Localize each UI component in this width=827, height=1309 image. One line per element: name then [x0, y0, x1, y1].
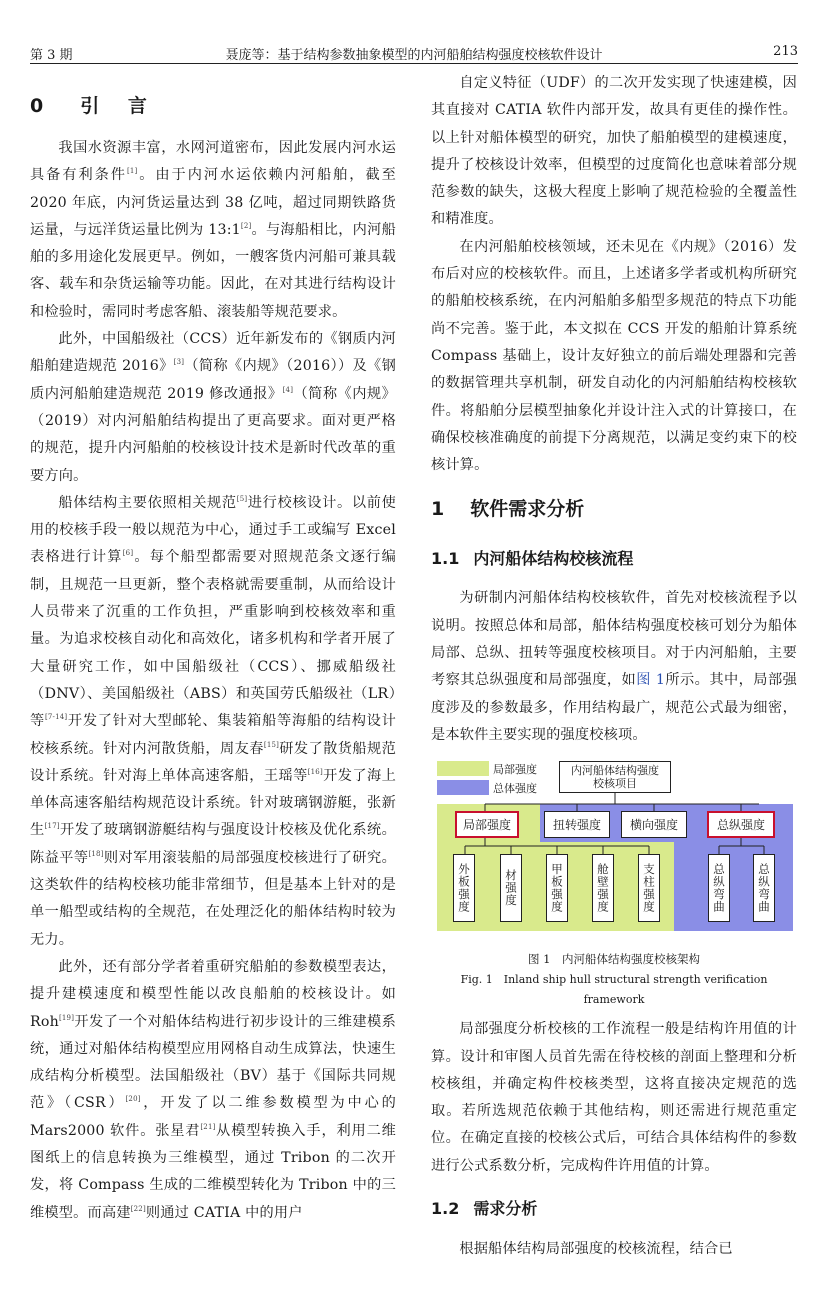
- paragraph-text: 则通过 CATIA 中的用户: [145, 1204, 303, 1221]
- section-heading-1: 1 软件需求分析: [431, 498, 585, 521]
- figure-1-caption-en: Fig. 1 Inland ship hull structural strength verification framework: [460, 973, 768, 1007]
- left-column: [30, 70, 396, 1227]
- paragraph-text: （简称《内规》（2019）对内河船舶结构提出了更高要求。面对更严格的规范，提升内河船舶的校核设计技术是新时代改革的重要方向。: [30, 385, 396, 484]
- body-paragraph: [30, 326, 396, 490]
- citation-ref[interactable]: [7-14]: [44, 713, 68, 722]
- citation-ref[interactable]: [21]: [200, 1122, 216, 1131]
- body-paragraph: [30, 954, 396, 1227]
- node-local-strength: 局部强度: [455, 811, 519, 838]
- paragraph-text: 开发了一个对船体结构进行初步设计的三维建模系统，通过对船体结构模型应用网格自动生成算法，快速生成结构分析模型。法国船级社（BV）基于《国际共同规范》（CSR）: [30, 1013, 396, 1112]
- paragraph-text: 船体结构主要依照相关规范: [58, 494, 237, 511]
- paragraph-text: 开发了玻璃钢游艇结构与强度设计校核及优化系统。陈益平等: [30, 822, 396, 866]
- citation-ref[interactable]: [6]: [122, 549, 134, 558]
- citation-ref[interactable]: [20]: [125, 1095, 141, 1104]
- paragraph-requirements: 根据船体结构局部强度的校核流程，结合已: [459, 1241, 733, 1258]
- citation-ref[interactable]: [1]: [126, 167, 138, 176]
- node-torsion-strength: 扭转强度: [544, 811, 610, 838]
- citation-ref[interactable]: [17]: [44, 822, 60, 831]
- paragraph-text: 开发了海上单体高速客船结构规范设计系统。针对玻璃钢游艇，张新生: [30, 767, 396, 839]
- paragraph-text: 此外，还有部分学者着重研究船舶的参数模型表达，提升建模速度和模型性能以改良船舶的校核设计。如 Roh: [30, 958, 396, 1030]
- paragraph-text: 。由于内河水运依赖内河船舶，截至 2020 年底，内河货运量达到 38 亿吨，超过同期铁路货运量，与远洋货运量比例为 13:1: [30, 167, 396, 238]
- paragraph-text: 自定义特征（UDF）的二次开发实现了快速建模，因其直接对 CATIA 软件内部开发，故具有更佳的操作性。以上针对船体模型的研究，加快了船舶模型的建模速度，提升了校核设计效率，但模型的过度简化也意味着部分规范参数的缺失，这极大程度上影响了规范检验的全覆盖性和精准度。: [431, 75, 797, 228]
- paragraph-text: 开发了针对大型邮轮、集装箱船等海船的结构设计校核系统。针对内河散货船，周友春: [30, 713, 397, 757]
- citation-ref[interactable]: [19]: [58, 1013, 75, 1022]
- citation-ref[interactable]: [5]: [236, 494, 248, 503]
- leaf-bulkhead-strength: 舱壁强度: [592, 854, 614, 922]
- body-paragraph: [30, 490, 396, 954]
- running-header: [30, 42, 798, 64]
- leaf-longitudinal-bending-1: 总纵弯曲: [708, 854, 730, 922]
- journal-issue: 第 3 期: [30, 48, 73, 63]
- paragraph-text: 在内河船舶校核领域，还未见在《内规》（2016）发布后对应的校核软件。而且，上述诸多学者或机构所研究的船舶校核系统，在内河船舶多船型多规范的特点下功能尚不完善。鉴于此，本文拟在 CCS 开发的船舶计算系统 Compass 基础上，设计友好独立的前后端处理器和完善的数据管理共享机制，研发自动化的内河船舶结构校核软件。将船舶分层模型抽象化并设计注入式的计算接口，在确保校核准确度的前提下分离规范，以满足变约束下的校核计算。: [431, 238, 797, 474]
- paragraph-text: （简称《内规》（2016））及《钢质内河船舶建造规范 2019 修改通报》: [30, 358, 396, 402]
- citation-ref[interactable]: [22]: [130, 1204, 146, 1213]
- figure-1-caption-cn: 图 1 内河船体结构强度校核架构: [528, 952, 700, 967]
- paragraph-text: 我国水资源丰富，水网河道密布，因此发展内河水运具备有利条件: [30, 140, 396, 184]
- page-number: 213: [773, 44, 798, 59]
- subsection-heading-1-2: 1.2 需求分析: [431, 1199, 538, 1219]
- citation-ref[interactable]: [16]: [307, 767, 323, 776]
- right-column: [431, 70, 797, 1263]
- legend-label-local: 局部强度: [493, 762, 537, 776]
- node-transverse-strength: 横向强度: [621, 811, 687, 838]
- figure-reference-link[interactable]: 图 1: [636, 672, 666, 689]
- paragraph-verification-flow: 为研制内河船体结构校核软件，首先对校核流程予以说明。按照总体和局部，船体结构强度校核可划分为船体局部、总纵、扭转等强度校核项目。对于内河船舶，主要考察其总纵强度和局部强度，如图 1所示。其中，局部强度涉及的参数最多，作用结构最广，规范公式最为细密，是本软件主要实现的强度校核项。: [431, 590, 797, 743]
- section-heading-intro: 0 引 言: [30, 95, 158, 117]
- running-title: 聂庞等：基于结构参数抽象模型的内河船舶结构强度校核软件设计: [225, 48, 603, 63]
- citation-ref[interactable]: [4]: [282, 385, 294, 394]
- citation-ref[interactable]: [2]: [240, 221, 252, 230]
- body-paragraph: [431, 70, 797, 234]
- root-node: 内河船体结构强度校核项目: [559, 761, 671, 793]
- leaf-member-strength: 材强度: [500, 854, 522, 922]
- paragraph-text: 研发了散货船规范设计系统。针对海上单体高速客船，王瑶等: [30, 740, 397, 784]
- paragraph-text: 进行校核设计。以前使用的校核手段一般以规范为中心，通过手工或编写 Excel 表格进行计算: [30, 494, 396, 566]
- body-paragraph: [431, 234, 797, 480]
- body-paragraph: [30, 135, 396, 326]
- paragraph-text: 。与海船相比，内河船舶的多用途化发展更早。例如，一艘客货内河船可兼具载客、载车和杂货运输等功能。因此，在对其进行结构设计和检验时，需同时考虑客船、滚装船等规范要求。: [30, 221, 396, 320]
- citation-ref[interactable]: [3]: [173, 358, 185, 367]
- paragraph-text: 此外，中国船级社（CCS）近年新发布的《钢质内河船舶建造规范 2016》: [30, 331, 396, 375]
- figure-1-framework-diagram: [437, 761, 793, 945]
- leaf-deck-strength: 甲板强度: [546, 854, 568, 922]
- paragraph-text: 。每个船型都需要对照规范条文逐行编制，且规范一旦更新，整个表格就需要重制，从而给设计人员带来了沉重的工作负担，严重影响到校核效率和重量。为追求校核自动化和高效化，诸多机构和学者开展了大量研究工作，如中国船级社（CCS）、挪威船级社（DNV）、美国船级社（ABS）和英国劳氏船级社（LR）等: [30, 549, 396, 730]
- paragraph-text: 从模型转换入手，利用二维图纸上的信息转换为三维模型，通过 Tribon 的二次开发，将 Compass 生成的二维模型转化为 Tribon 中的三维模型。而高建: [30, 1122, 396, 1221]
- intro-paragraphs: [30, 135, 396, 1227]
- paragraph-text: 则对军用滚装船的局部强度校核进行了研究。这类软件的结构校核功能非常细节，但是基本上针对的是单一船型或结构的全规范，在处理泛化的船体结构时较为无力。: [30, 849, 396, 948]
- figure-connector-lines: [437, 761, 793, 945]
- paragraph-text: ，开发了以二维参数模型为中心的 Mars2000 软件。张星君: [30, 1095, 396, 1139]
- leaf-longitudinal-bending-2: 总纵弯曲: [753, 854, 775, 922]
- legend-label-global: 总体强度: [493, 781, 537, 795]
- paragraph-local-strength-workflow: 局部强度分析校核的工作流程一般是结构许用值的计算。设计和审图人员首先需在待校核的剖面上整理和分析校核组，并确定构件校核类型，这将直接决定规范的选取。若所选规范依赖于其他结构，则还需进行规范重定位。在确定直接的校核公式后，可结合具体结构件的参数进行公式系数分析，完成构件许用值的计算。: [431, 1021, 797, 1174]
- subsection-heading-1-1: 1.1 内河船体结构校核流程: [431, 549, 634, 569]
- leaf-shell-plate-strength: 外板强度: [453, 854, 475, 922]
- citation-ref[interactable]: [15]: [263, 740, 280, 749]
- right-intro-paragraphs: [431, 70, 797, 479]
- leaf-pillar-strength: 支柱强度: [638, 854, 660, 922]
- node-longitudinal-strength: 总纵强度: [707, 811, 775, 838]
- citation-ref[interactable]: [18]: [88, 849, 104, 858]
